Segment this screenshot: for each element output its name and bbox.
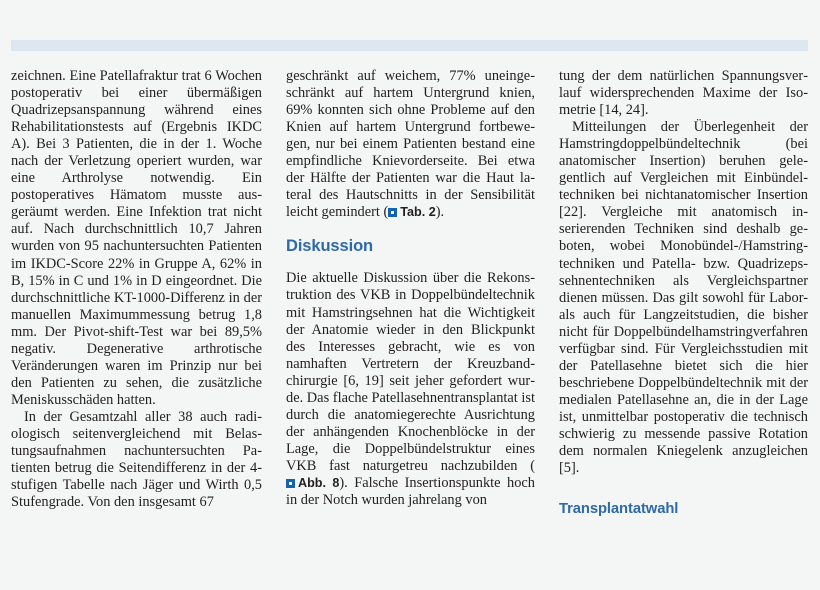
paragraph: In der Gesamtzahl aller 38 auch radiologisch seitenvergleichend mit Belastungsaufnahmen nachuntersuchten Patienten betrug die Seitendifferenz in der 4-stufigen Tabelle nach Jäger und Wirth 0,5 Stufengrade. Von den insgesamt 67	[11, 408, 262, 511]
paragraph-with-figure-xref	[286, 270, 535, 509]
spacer	[559, 477, 808, 500]
table-cross-reference[interactable]	[388, 205, 435, 219]
figure-cross-reference[interactable]	[286, 476, 339, 490]
column-left	[0, 68, 275, 590]
spacer	[286, 256, 535, 270]
header-rule-bar	[11, 40, 808, 51]
table-xref-icon	[388, 208, 397, 217]
paragraph-text: geschränkt auf weichem, 77% uneingeschränkt auf hartem Untergrund knien, 69% konnten sich ohne Probleme auf den Knien auf hartem Untergrund fortbewegen, nur bei einem Patienten bestand eine empfindliche Knievorderseite. Bei etwa der Hälfte der Patienten war die Haut lateral des Hautschnitts in der Sensibilität leicht gemindert (	[286, 68, 535, 221]
column-middle	[275, 68, 548, 590]
paragraph-text: Die aktuelle Diskussion über die Rekonstruktion des VKB in Doppelbündeltechnik mit Hamstringsehnen hat die Wichtigkeit der Anatomie wieder in den Blickpunkt des Interesses gebracht, wie es von namhaften Vertretern der Kreuzbandchirurgie [6, 19] seit jeher gefordert wurde. Das flache Patellasehnentransplantat ist durch die anatomiegerechte Ausrichtung der anhängenden Knochenblöcke in der Lage, die Doppelbündelstruktur eines VKB fast naturgetreu nachzubilden (	[286, 270, 535, 474]
section-heading-diskussion: Diskussion	[286, 237, 374, 256]
paragraph-text-tail: ).	[435, 204, 445, 221]
paragraph: zeichnen. Eine Patellafraktur trat 6 Wochen postoperativ bei einer übermäßigen Quadrizepsanspannung während eines Rehabilitationstests auf (Ergebnis IKDC A). Bei 3 Patienten, die in der 1. Woche nach der Verletzung operiert wurden, war eine Arthrolyse notwendig. Ein postoperatives Hämatom musste ausgeräumt werden. Eine Infektion trat nicht auf. Nach durchschnittlich 10,7 Jahren wurden von 95 nachuntersuchten Patienten im IKDC-Score 22% in Gruppe A, 62% in B, 15% in C und 1% in D eingeordnet. Die durchschnittliche KT-1000-Differenz in der manuellen Maximummessung betrug 1,8 mm. Der Pivot-shift-Test war bei 89,5% negativ. Degenerative arthrotische Veränderungen waren im Prinzip nur bei den Patienten zu sehen, die zusätzliche Meniskusschäden hatten.	[11, 68, 262, 408]
paragraph-text-tail: ). Falsche Insertionspunkte hoch in der Notch wurden jahrelang von	[286, 474, 535, 509]
paragraph-with-table-xref	[286, 68, 535, 221]
three-column-text-body	[0, 68, 820, 590]
column-right	[548, 68, 820, 590]
figure-xref-label: Abb. 8	[298, 475, 340, 490]
paragraph: Mitteilungen der Überlegenheit der Hamstringdoppelbündeltechnik (bei anatomischer Insertion) beruhen gelegentlich auf Vergleichen mit Einbündeltechniken bei nichtanatomischer Insertion [22]. Vergleiche mit anatomisch inserierenden Techniken sind deshalb geboten, wobei Monobündel-/Hamstringtechniken und Patella- bzw. Quadrizepssehnentechniken als Vergleichspartner dienen müssen. Das gilt sowohl für Labor- als auch für Langzeitstudien, die bisher nicht für Doppelbündelhamstringverfahren verfügbar sind. Für Vergleichsstudien mit der Patellasehne bietet sich die hier beschriebene Doppelbündeltechnik mit der medialen Patellasehne an, die in der Lage ist, unmittelbar postoperativ die technisch schwierig zu messende passive Rotation dem normalen Kniegelenk anzugleichen [5].	[559, 119, 808, 477]
figure-xref-icon	[286, 479, 295, 488]
paragraph: tung der dem natürlichen Spannungsverlauf widersprechenden Maxime der Isometrie [14, 24].	[559, 68, 808, 119]
sub-heading-transplantatwahl: Transplantatwahl	[559, 501, 679, 518]
table-xref-label: Tab. 2	[400, 205, 436, 220]
spacer	[286, 221, 535, 236]
